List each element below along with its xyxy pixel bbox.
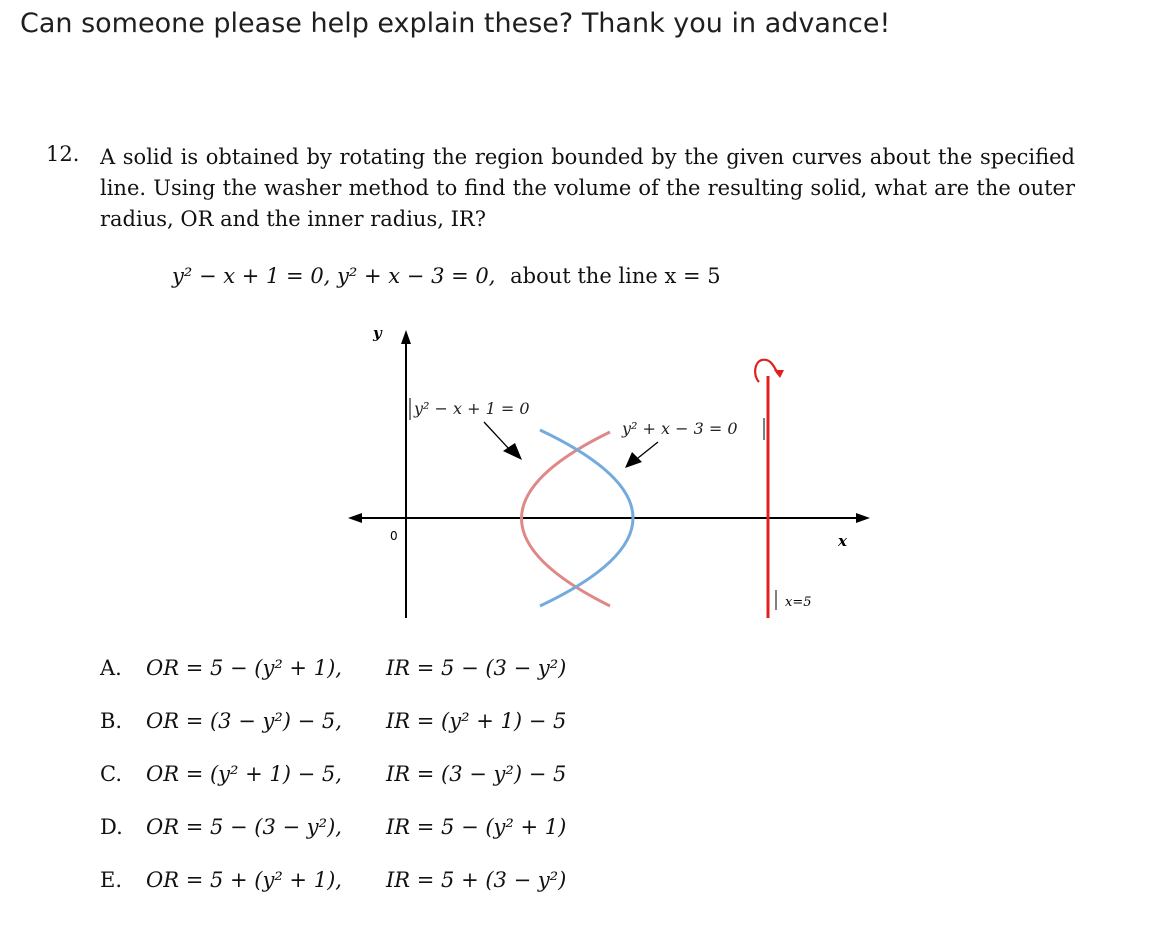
choice-inner-radius: IR = (y² + 1) − 5 bbox=[386, 709, 567, 733]
curve-2-pointer bbox=[638, 442, 658, 458]
choice-outer-radius: OR = 5 − (y² + 1), bbox=[146, 656, 342, 680]
choice-b[interactable] bbox=[100, 709, 566, 762]
choice-inner-radius: IR = 5 + (3 − y²) bbox=[386, 868, 567, 892]
choice-inner-radius: IR = (3 − y²) − 5 bbox=[386, 762, 567, 786]
curve-1-label: y² − x + 1 = 0 bbox=[414, 399, 530, 418]
choice-outer-radius: OR = (3 − y²) − 5, bbox=[146, 709, 342, 733]
choice-c[interactable] bbox=[100, 762, 566, 815]
origin-label: 0 bbox=[390, 529, 398, 543]
post-title: Can someone please help explain these? Thank you in advance! bbox=[20, 8, 891, 39]
question-text bbox=[100, 142, 1075, 235]
choice-letter: B. bbox=[100, 709, 123, 733]
choice-outer-radius: OR = (y² + 1) − 5, bbox=[146, 762, 342, 786]
question-equation bbox=[172, 264, 721, 288]
choice-letter: D. bbox=[100, 815, 123, 839]
curve-1-pointer bbox=[484, 422, 510, 450]
choice-d[interactable] bbox=[100, 815, 566, 868]
equation-about: about the line x = 5 bbox=[510, 264, 721, 288]
choice-letter: A. bbox=[100, 656, 122, 680]
question-body: A solid is obtained by rotating the region bounded by the given curves about the specified line. Using the washer method to find the volume of the resulting solid, what are the outer radius, OR and the inner radius, IR? bbox=[100, 145, 1075, 231]
x-axis-arrow-right bbox=[856, 513, 870, 523]
choice-letter: E. bbox=[100, 868, 123, 892]
equation-curve-1: y² − x + 1 = 0, bbox=[172, 264, 331, 288]
y-axis-label: y bbox=[373, 324, 382, 342]
choice-e[interactable] bbox=[100, 868, 566, 921]
region-graph bbox=[340, 318, 880, 618]
choice-outer-radius: OR = 5 + (y² + 1), bbox=[146, 868, 342, 892]
choice-outer-radius: OR = 5 − (3 − y²), bbox=[146, 815, 342, 839]
answer-choices bbox=[100, 656, 566, 921]
y-axis-arrow bbox=[401, 330, 411, 344]
equation-curve-2: y² + x − 3 = 0, bbox=[337, 264, 496, 288]
choice-letter: C. bbox=[100, 762, 122, 786]
rotation-arrowhead bbox=[774, 370, 784, 378]
choice-a[interactable] bbox=[100, 656, 566, 709]
question-number: 12. bbox=[46, 142, 80, 166]
choice-inner-radius: IR = 5 − (y² + 1) bbox=[386, 815, 567, 839]
curve-2-label: y² + x − 3 = 0 bbox=[622, 419, 738, 438]
x-axis-arrow-left bbox=[348, 513, 362, 523]
curve-2-pointer-arrowhead bbox=[625, 452, 642, 468]
line-label: x=5 bbox=[785, 595, 812, 610]
x-axis-label: x bbox=[838, 532, 847, 550]
choice-inner-radius: IR = 5 − (3 − y²) bbox=[386, 656, 567, 680]
